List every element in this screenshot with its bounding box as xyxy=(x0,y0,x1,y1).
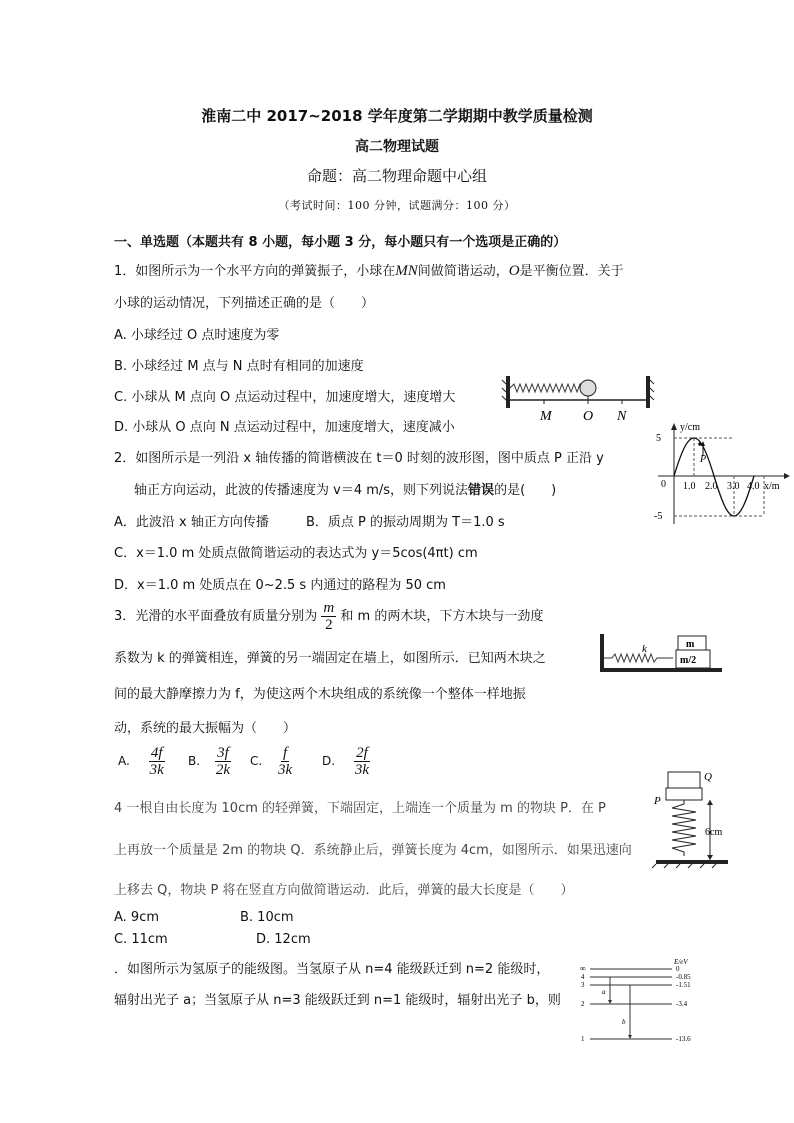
q3-option-a: A. $\frac{4f}{3k}$ xyxy=(118,745,164,778)
q4-vertical-spring-figure xyxy=(648,768,730,870)
q2-wave-figure xyxy=(654,420,790,528)
q2-option-b: B．质点 P 的振动周期为 T＝1.0 s xyxy=(306,515,505,530)
q4-option-d: D. 12cm xyxy=(256,932,311,947)
q3-option-d: D. $\frac{2f}{3k}$ xyxy=(322,745,370,778)
exam-subtitle: 高二物理试题 xyxy=(355,139,439,155)
p-label: P xyxy=(700,454,707,465)
q2-option-a: A．此波沿 x 轴正方向传播 xyxy=(114,515,269,530)
top-block-label: m xyxy=(686,639,695,650)
level-n-3: 3 xyxy=(581,981,585,989)
level-n-4: 4 xyxy=(581,973,585,981)
left-wall xyxy=(502,376,510,408)
q4-option-c: C. 11cm xyxy=(114,932,168,947)
q3-stacked-blocks-figure xyxy=(598,632,724,674)
q1-stem-line2: 小球的运动情况，下列描述正确的是（ ） xyxy=(114,296,375,311)
exam-info: （考试时间：100 分钟，试题满分：100 分） xyxy=(278,199,516,212)
ball xyxy=(580,380,596,396)
q3-stem-line1: 3．光滑的水平面叠放有质量分别为 $\frac{m}{2}$ 和 m 的两木块，下方木块与一劲度 xyxy=(114,600,544,633)
q4-option-b: B. 10cm xyxy=(240,910,294,925)
x-tick-3: 3.0 xyxy=(727,481,740,492)
energy-unit: E/eV xyxy=(674,958,688,966)
spring xyxy=(510,384,587,392)
q-label: Q xyxy=(704,771,712,783)
level-e-3: -1.51 xyxy=(676,981,691,989)
level-e-inf: 0 xyxy=(676,965,680,973)
bottom-block-label: m/2 xyxy=(680,655,697,666)
q5-stem-line2: 辐射出光子 a；当氢原子从 n=3 能级跃迁到 n=1 能级时，辐射出光子 b，则 xyxy=(114,993,561,1008)
ground xyxy=(656,860,728,864)
level-n-1: 1 xyxy=(581,1035,585,1043)
emphasis-wrong: 错误 xyxy=(468,483,495,498)
q2-option-c: C．x＝1.0 m 处质点做简谐运动的表达式为 y＝5cos(4πt) cm xyxy=(114,546,478,561)
length-label: 6cm xyxy=(705,827,723,838)
y-tick-bottom: -5 xyxy=(654,511,663,522)
p-label: P xyxy=(654,795,661,807)
exam-title: 淮南二中 2017~2018 学年度第二学期期中教学质量检测 xyxy=(201,107,593,125)
level-n-2: 2 xyxy=(581,1000,585,1008)
q3-option-c: C. $\frac{f}{3k}$ xyxy=(250,745,293,778)
q4-option-a: A. 9cm xyxy=(114,910,160,925)
spring xyxy=(604,654,673,662)
q2-stem-line1: 2．如图所示是一列沿 x 轴传播的简谐横波在 t＝0 时刻的波形图，图中质点 P 正沿 y xyxy=(114,451,604,466)
level-e-1: -13.6 xyxy=(676,1035,691,1043)
q1-option-d: D. 小球从 O 点向 N 点运动过程中，加速度增大，速度减小 xyxy=(114,420,455,435)
level-e-4: -0.85 xyxy=(676,973,691,981)
q5-energy-level-figure xyxy=(576,956,702,1048)
q3-stem-line4: 动，系统的最大振幅为（ ） xyxy=(114,721,297,736)
label-n: N xyxy=(617,409,627,424)
q2-option-d: D．x＝1.0 m 处质点在 0~2.5 s 内通过的路程为 50 cm xyxy=(114,578,446,593)
q3-stem-line2: 系数为 k 的弹簧相连，弹簧的另一端固定在墙上，如图所示．已知两木块之 xyxy=(114,651,546,666)
q3-stem-line3: 间的最大静摩擦力为 f，为使这两个木块组成的系统像一个整体一样地振 xyxy=(114,687,526,702)
q3-option-b: B. $\frac{3f}{2k}$ xyxy=(188,745,231,778)
spring xyxy=(672,800,696,856)
right-wall xyxy=(646,376,654,408)
q4-stem-line1: 4 一根自由长度为 10cm 的轻弹簧，下端固定，上端连一个质量为 m 的物块 P．在 P xyxy=(114,801,606,816)
wall xyxy=(600,634,604,672)
x-tick-4: 4.0 xyxy=(747,481,760,492)
q1-stem-line1: 1．如图所示为一个水平方向的弹簧振子，小球在MN间做简谐运动，O是平衡位置．关于 xyxy=(114,263,624,279)
point-p xyxy=(698,442,702,446)
label-m: M xyxy=(540,409,552,424)
y-axis-label: y/cm xyxy=(680,422,700,433)
k-label: k xyxy=(642,643,647,655)
x-axis-label: x/m xyxy=(764,481,780,492)
level-n-inf: ∞ xyxy=(580,964,586,973)
y-tick-top: 5 xyxy=(656,433,661,444)
q1-spring-oscillator-figure xyxy=(500,372,660,438)
q1-option-b: B. 小球经过 M 点与 N 点时有相同的加速度 xyxy=(114,359,364,374)
label-a: a xyxy=(602,988,606,996)
q1-option-a: A. 小球经过 O 点时速度为零 xyxy=(114,328,280,343)
q2-stem-line2: 轴正方向运动，此波的传播速度为 v＝4 m/s，则下列说法错误的是( ) xyxy=(134,483,557,498)
q4-stem-line3: 上移去 Q，物块 P 将在竖直方向做简谐运动．此后，弹簧的最大长度是（ ） xyxy=(114,883,574,898)
mass-fraction: $\frac{m}{2}$ xyxy=(323,600,335,633)
label-o: O xyxy=(583,409,594,424)
x-tick-2: 2.0 xyxy=(705,481,718,492)
q4-stem-line2: 上再放一个质量是 2m 的物块 Q．系统静止后，弹簧长度为 4cm，如图所示．如果迅速向 xyxy=(114,843,632,858)
level-e-2: -3.4 xyxy=(676,1000,688,1008)
q5-stem-line1: ．如图所示为氢原子的能级图。当氢原子从 n=4 能级跃迁到 n=2 能级时， xyxy=(114,962,550,977)
block-p xyxy=(666,788,702,800)
section-heading: 一、单选题（本题共有 8 小题，每小题 3 分，每小题只有一个选项是正确的） xyxy=(114,235,567,250)
origin-label: 0 xyxy=(661,479,666,490)
composer-line: 命题：高二物理命题中心组 xyxy=(306,167,487,185)
floor xyxy=(600,668,722,672)
label-b: b xyxy=(622,1018,626,1026)
block-q xyxy=(668,772,700,788)
wave-curve xyxy=(674,438,754,516)
q1-option-c: C. 小球从 M 点向 O 点运动过程中，加速度增大，速度增大 xyxy=(114,390,456,405)
x-tick-1: 1.0 xyxy=(683,481,696,492)
